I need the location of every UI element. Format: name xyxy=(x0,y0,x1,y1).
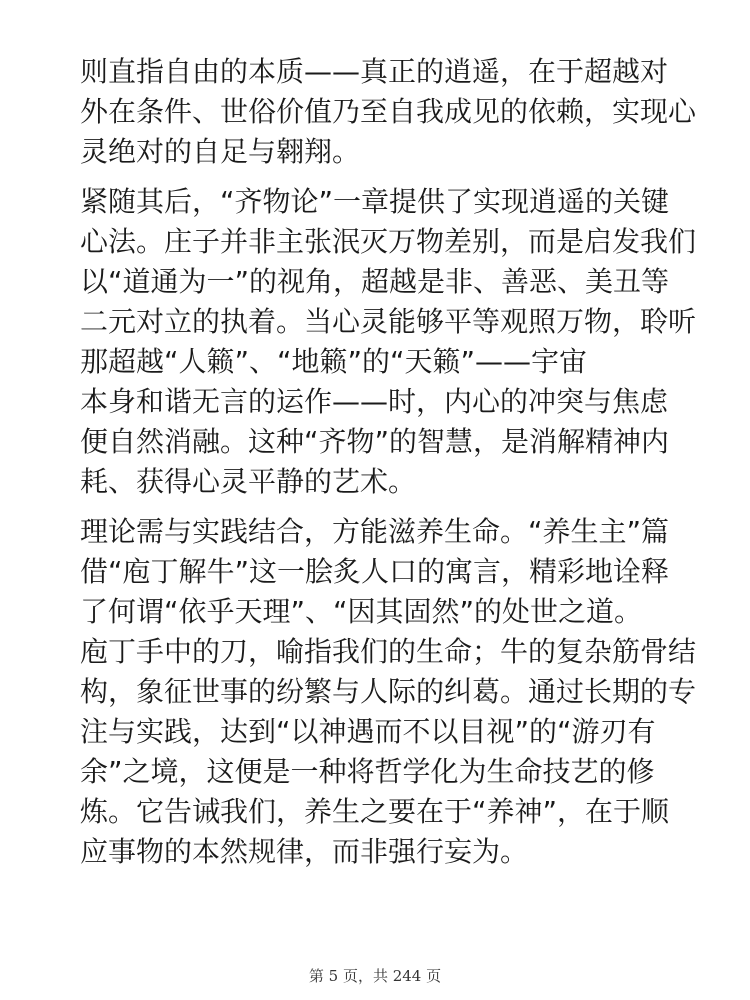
text-line: 理论需与实践结合，方能滋养生命。“养生主”篇 xyxy=(80,515,670,548)
text-line: 紧随其后，“齐物论”一章提供了实现逍遥的关键 xyxy=(80,185,670,218)
text-line: 注与实践，达到“以神遇而不以目视”的“游刃有 xyxy=(80,715,656,748)
text-line: 余”之境，这便是一种将哲学化为生命技艺的修 xyxy=(80,755,655,788)
text-line: 外在条件、世俗价值乃至自我成见的依赖，实现心 xyxy=(80,95,697,128)
text-line: 灵绝对的自足与翱翔。 xyxy=(80,135,361,168)
text-line: 应事物的本然规律，而非强行妄为。 xyxy=(80,835,529,868)
text-line: 以“道通为一”的视角，超越是非、善恶、美丑等 xyxy=(80,265,670,298)
text-line: 庖丁手中的刀，喻指我们的生命；牛的复杂筋骨结 xyxy=(80,635,697,668)
paragraph-1 xyxy=(80,52,697,172)
text-line: 则直指自由的本质——真正的逍遥，在于超越对 xyxy=(80,55,669,88)
text-line: 借“庖丁解牛”这一脍炙人口的寓言，精彩地诠释 xyxy=(80,555,670,588)
text-line: 心法。庄子并非主张泯灭万物差别，而是启发我们 xyxy=(80,225,697,258)
paragraph-3 xyxy=(80,512,697,872)
text-line: 了何谓“依乎天理”、“因其固然”的处世之道。 xyxy=(80,595,643,628)
paragraph-2 xyxy=(80,182,697,502)
text-line: 耗、获得心灵平静的艺术。 xyxy=(80,465,417,498)
page-number: 第 5 页，共 244 页 xyxy=(308,967,442,985)
text-line: 便自然消融。这种“齐物”的智慧，是消解精神内 xyxy=(80,425,670,458)
text-line: 炼。它告诫我们，养生之要在于“养神”，在于顺 xyxy=(80,795,670,828)
text-line: 二元对立的执着。当心灵能够平等观照万物，聆听 xyxy=(80,305,697,338)
text-line: 那超越“人籁”、“地籁”的“天籁”——宇宙 xyxy=(80,345,588,378)
text-line: 本身和谐无言的运作——时，内心的冲突与焦虑 xyxy=(80,385,669,418)
text-line: 构，象征世事的纷繁与人际的纠葛。通过长期的专 xyxy=(80,675,697,708)
